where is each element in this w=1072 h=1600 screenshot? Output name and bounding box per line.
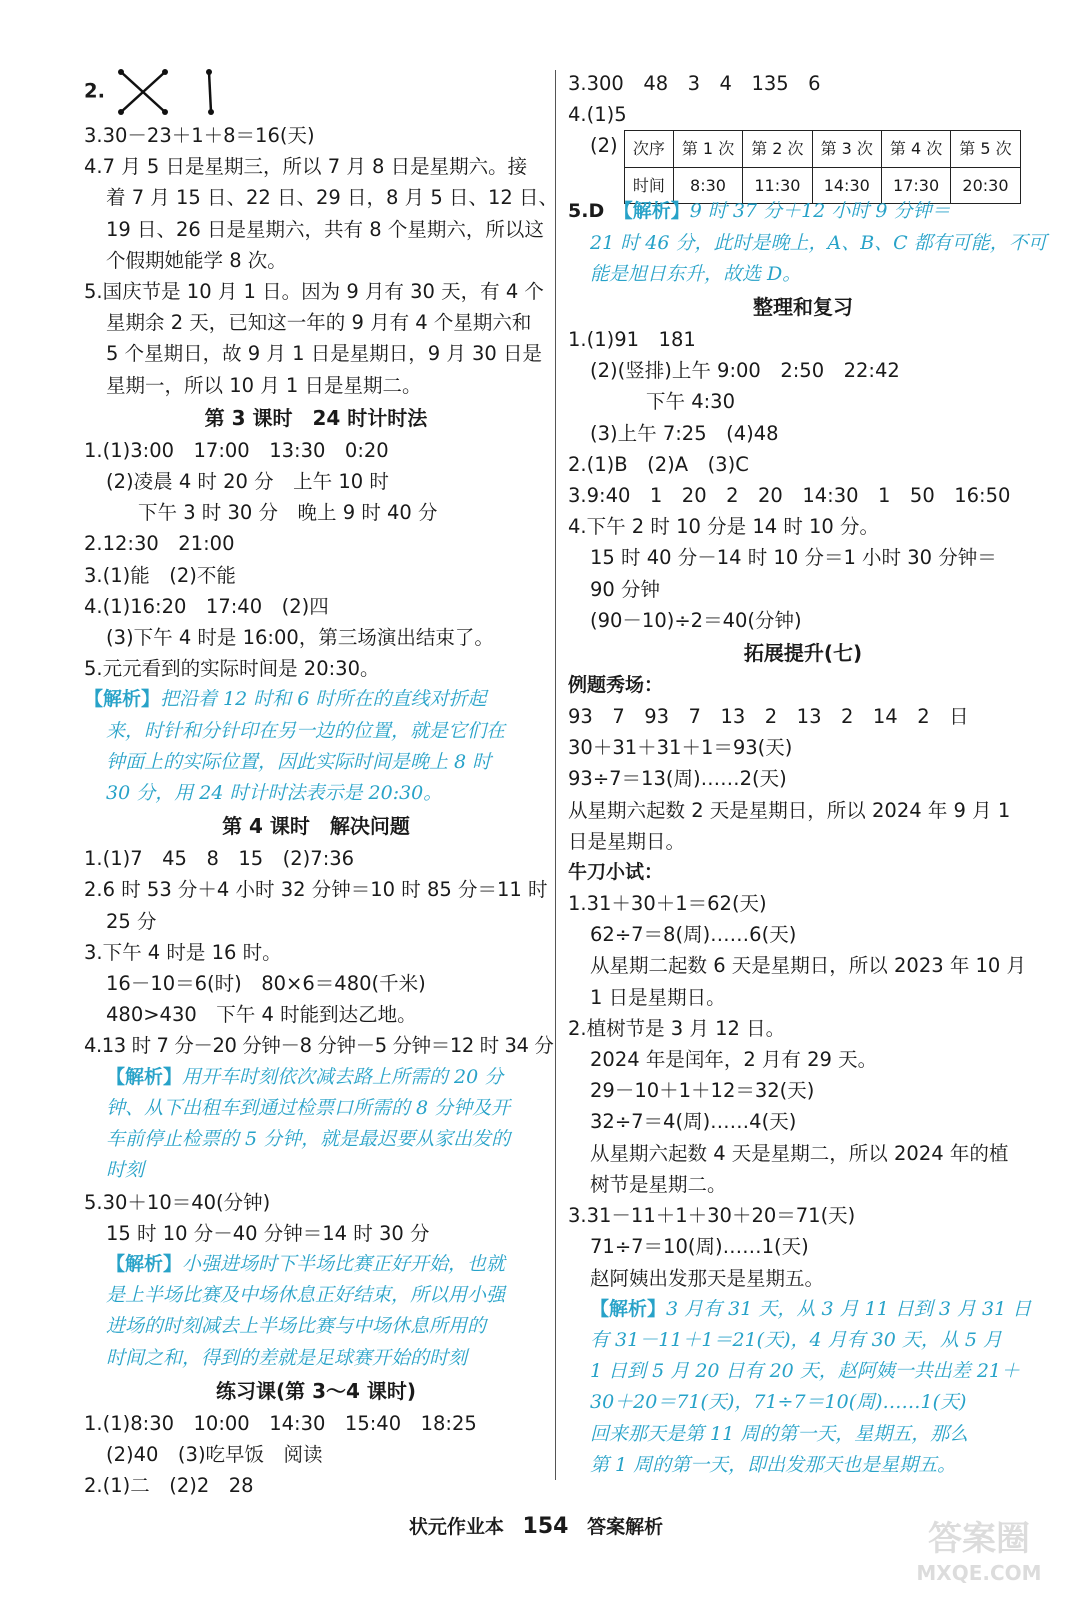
section-title-review: 整理和复习 xyxy=(753,295,853,320)
answer-5-line: 5 个星期日，故 9 月 1 日是星期日，9 月 30 日是 xyxy=(106,342,543,366)
table-cell: 第 5 次 xyxy=(951,131,1020,167)
review-line: 1.(1)91 181 xyxy=(568,328,696,352)
lesson-4-line: 1.(1)7 45 8 15 (2)7:36 xyxy=(84,847,355,871)
explanation-tag: 【解析】 xyxy=(84,688,161,711)
watermark-text-top: 答案圈 xyxy=(928,1519,1030,1559)
table-cell: 14:30 xyxy=(812,167,881,203)
extension-line: 树节是星期二。 xyxy=(590,1172,727,1196)
watermark-logo xyxy=(904,1508,1054,1588)
table-cell: 11:30 xyxy=(743,167,812,203)
explanation-line: 【解析】小强进场时下半场比赛正好开始，也就 xyxy=(106,1252,506,1275)
answer-5-line: 5.国庆节是 10 月 1 日。因为 9 月有 30 天，有 4 个 xyxy=(84,280,544,304)
explanation-line: 5.D 【解析】9 时 37 分＋12 小时 9 分钟＝ xyxy=(568,200,951,223)
footer-section: 答案解析 xyxy=(587,1516,664,1538)
explanation-line: 【解析】把沿着 12 时和 6 时所在的直线对折起 xyxy=(84,688,487,711)
right-column xyxy=(568,68,1047,1481)
practice-line: 2.(1)二 (2)2 28 xyxy=(84,1474,254,1498)
table-cell: 第 1 次 xyxy=(673,131,742,167)
table-cell: 时间 xyxy=(624,167,673,203)
timetable xyxy=(624,130,1021,203)
review-line: (90－10)÷2＝40(分钟) xyxy=(590,608,802,632)
answer-r4-table-row xyxy=(568,130,1038,196)
lesson-3-line: 2.12:30 21:00 xyxy=(84,532,235,556)
answer-r4b-label: (2) xyxy=(590,134,618,158)
explanation-line: 30 分，用 24 时计时法表示是 20:30。 xyxy=(106,782,443,805)
lesson-3-line: 3.(1)能 (2)不能 xyxy=(84,563,236,587)
review-line: 90 分钟 xyxy=(590,577,661,601)
explanation-tag: 【解析】 xyxy=(106,1065,183,1088)
extension-line: 30＋31＋31＋1＝93(天) xyxy=(568,736,793,760)
explanation-line: 时刻 xyxy=(106,1159,145,1182)
answer-4-line: 19 日、26 日是星期六，共有 8 个星期六，所以这 xyxy=(106,217,544,241)
explanation-line: 时间之和，得到的差就是足球赛开始的时刻 xyxy=(106,1346,468,1369)
explanation-tag: 【解析】 xyxy=(106,1252,183,1275)
practice-line: (2)40 (3)吃早饭 阅读 xyxy=(106,1442,323,1466)
extension-line: 2.植树节是 3 月 12 日。 xyxy=(568,1016,786,1040)
lesson-4-line: 16－10＝6(时) 80×6＝480(千米) xyxy=(106,972,426,996)
answer-r5: 5.D xyxy=(568,200,605,223)
line-matching-drawing xyxy=(115,68,225,116)
answer-4-line: 个假期她能学 8 次。 xyxy=(106,248,287,272)
explanation-line: 【解析】3 月有 31 天，从 3 月 11 日到 3 月 31 日 xyxy=(590,1297,1032,1320)
extension-line: 71÷7＝10(周)……1(天) xyxy=(590,1235,809,1259)
explanation-line: 有 31－11＋1＝21(天)，4 月有 30 天，从 5 月 xyxy=(590,1328,1003,1351)
extension-line: 3.31－11＋1＋30＋20＝71(天) xyxy=(568,1204,856,1228)
explanation-tag: 【解析】 xyxy=(590,1297,667,1320)
answer-2-drawing xyxy=(84,68,548,120)
extension-line: 93÷7＝13(周)……2(天) xyxy=(568,767,787,791)
timetable-header-row xyxy=(624,131,1020,167)
answer-2-number: 2. xyxy=(84,79,105,103)
explanation-line: 1 日到 5 月 20 日有 20 天，赵阿姨一共出差 21＋ xyxy=(590,1360,1021,1383)
extension-line: 93 7 93 7 13 2 13 2 14 2 日 xyxy=(568,705,969,729)
extension-line: 1.31＋30＋1＝62(天) xyxy=(568,892,767,916)
table-cell: 第 2 次 xyxy=(743,131,812,167)
extension-line: 日是星期日。 xyxy=(568,829,686,853)
section-title-extension: 拓展提升(七) xyxy=(743,641,863,666)
explanation-line: 21 时 46 分，此时是晚上，A、B、C 都有可能，不可 xyxy=(590,231,1047,254)
lesson-3-line: 5.元元看到的实际时间是 20:30。 xyxy=(84,657,380,681)
lesson-3-line: 1.(1)3:00 17:00 13:30 0:20 xyxy=(84,438,389,462)
review-line: 4.下午 2 时 10 分是 14 时 10 分。 xyxy=(568,515,880,539)
answer-4-line: 着 7 月 15 日、22 日、29 日，8 月 5 日、12 日、 xyxy=(106,186,558,210)
table-cell: 17:30 xyxy=(881,167,950,203)
table-cell: 8:30 xyxy=(673,167,742,203)
table-cell: 第 3 次 xyxy=(812,131,881,167)
extension-line: 赵阿姨出发那天是星期五。 xyxy=(590,1266,825,1290)
explanation-line: 进场的时刻减去上半场比赛与中场休息所用的 xyxy=(106,1315,487,1338)
explanation-line: 30＋20＝71(天)，71÷7＝10(周)……1(天) xyxy=(590,1391,967,1414)
review-line: (3)上午 7:25 (4)48 xyxy=(590,421,779,445)
lesson-4-line: 3.下午 4 时是 16 时。 xyxy=(84,940,282,964)
section-title-lesson-3: 第 3 课时 24 时计时法 xyxy=(204,405,428,430)
explanation-line: 钟、从下出租车到通过检票口所需的 8 分钟及开 xyxy=(106,1096,511,1119)
explanation-line: 【解析】用开车时刻依次减去路上所需的 20 分 xyxy=(106,1065,504,1088)
extension-line: 1 日是星期日。 xyxy=(590,985,726,1009)
extension-line: 2024 年是闰年，2 月有 29 天。 xyxy=(590,1048,878,1072)
extension-line: 从星期二起数 6 天是星期日，所以 2023 年 10 月 xyxy=(590,954,1027,978)
review-line: 15 时 40 分－14 时 10 分＝1 小时 30 分钟＝ xyxy=(590,546,997,570)
section-title-practice: 练习课(第 3～4 课时) xyxy=(215,1378,417,1403)
table-cell: 第 4 次 xyxy=(881,131,950,167)
explanation-line: 第 1 周的第一天，即出发那天也是星期五。 xyxy=(590,1453,957,1476)
extension-line: 从星期六起数 2 天是星期日，所以 2024 年 9 月 1 xyxy=(568,798,1011,822)
answer-r3: 3.300 48 3 4 135 6 xyxy=(568,72,821,95)
subsection-practice: 牛刀小试： xyxy=(568,861,664,884)
lesson-4-line: 25 分 xyxy=(106,909,157,933)
extension-line: 从星期六起数 4 天是星期二，所以 2024 年的植 xyxy=(590,1141,1009,1165)
extension-line: 29－10＋1＋12＝32(天) xyxy=(590,1079,815,1103)
answer-4-line: 4.7 月 5 日是星期三，所以 7 月 8 日是星期六。接 xyxy=(84,155,528,179)
table-cell: 20:30 xyxy=(951,167,1020,203)
practice-line: 1.(1)8:30 10:00 14:30 15:40 18:25 xyxy=(84,1411,477,1435)
explanation-line: 车前停止检票的 5 分钟，就是最迟要从家出发的 xyxy=(106,1128,511,1151)
review-line: 2.(1)B (2)A (3)C xyxy=(568,452,749,476)
explanation-line: 是上半场比赛及中场休息正好结束，所以用小强 xyxy=(106,1284,506,1307)
page-number: 154 xyxy=(522,1514,569,1539)
lesson-3-line: (2)凌晨 4 时 20 分 上午 10 时 xyxy=(106,470,389,494)
table-cell: 次序 xyxy=(624,131,673,167)
extension-line: 32÷7＝4(周)……4(天) xyxy=(590,1110,797,1134)
explanation-line: 钟面上的实际位置，因此实际时间是晚上 8 时 xyxy=(106,750,492,773)
lesson-3-line: (3)下午 4 时是 16:00，第三场演出结束了。 xyxy=(106,626,494,650)
lesson-4-line: 480>430 下午 4 时能到达乙地。 xyxy=(106,1003,417,1027)
extension-line: 62÷7＝8(周)……6(天) xyxy=(590,923,797,947)
lesson-4-line: 2.6 时 53 分＋4 小时 32 分钟＝10 时 85 分＝11 时 xyxy=(84,878,548,902)
lesson-3-line: 下午 3 时 30 分 晚上 9 时 40 分 xyxy=(138,501,438,525)
review-line: 3.9:40 1 20 2 20 14:30 1 50 16:50 xyxy=(568,484,1011,508)
answer-5-line: 星期余 2 天，已知这一年的 9 月有 4 个星期六和 xyxy=(106,311,532,335)
footer-book-title: 状元作业本 xyxy=(408,1516,504,1538)
answer-r4: 4.(1)5 xyxy=(568,103,627,127)
explanation-line: 回来那天是第 11 周的第一天，星期五，那么 xyxy=(590,1422,969,1445)
section-title-lesson-4: 第 4 课时 解决问题 xyxy=(222,814,410,839)
lesson-3-line: 4.(1)16:20 17:40 (2)四 xyxy=(84,594,329,618)
explanation-line: 能是旭日东升，故选 D。 xyxy=(590,262,802,285)
column-divider xyxy=(555,70,556,1480)
review-line: (2)(竖排)上午 9:00 2:50 22:42 xyxy=(590,359,900,383)
lesson-4-line: 15 时 10 分－40 分钟＝14 时 30 分 xyxy=(106,1221,430,1245)
review-line: 下午 4:30 xyxy=(646,390,735,414)
lesson-4-line: 5.30＋10＝40(分钟) xyxy=(84,1190,271,1214)
subsection-example: 例题秀场： xyxy=(568,674,664,697)
watermark-text-bottom: MXQE.COM xyxy=(916,1561,1042,1585)
left-column xyxy=(84,68,558,1501)
explanation-tag: 【解析】 xyxy=(623,200,690,223)
lesson-4-line: 4.13 时 7 分－20 分钟－8 分钟－5 分钟＝12 时 34 分 xyxy=(84,1034,554,1058)
explanation-line: 来，时针和分针印在另一边的位置，就是它们在 xyxy=(106,719,506,742)
answer-3: 3.30－23＋1＋8＝16(天) xyxy=(84,124,315,147)
answer-5-line: 星期一，所以 10 月 1 日是星期二。 xyxy=(106,373,422,397)
